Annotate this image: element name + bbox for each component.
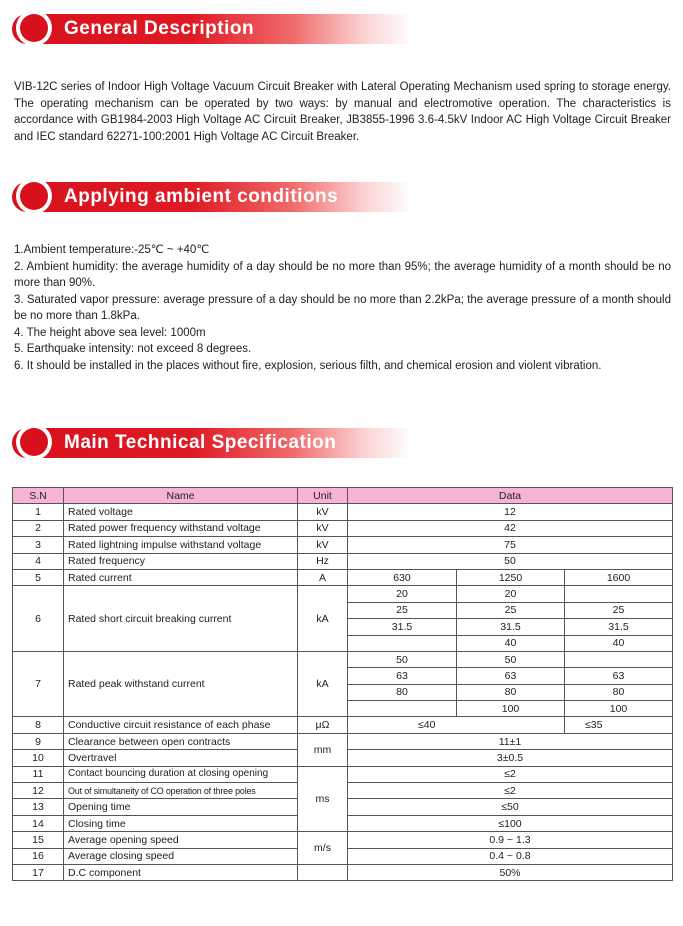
data-cell: 1600 bbox=[565, 569, 673, 585]
general-description-text: VIB-12C series of Indoor High Voltage Vacuum Circuit Breaker with Lateral Operating Mechanism used spring to storage energy. The operating mechanism can be operated by two ways: by manual and electromotive operation. The characteristics is accordance with GB1984-2003 High Voltage AC Circuit Breaker, JB3855-1996 3.6-4.5kV Indoor AC High Voltage Circuit Breaker and IEC standard 62271-100:2001 High Voltage AC Circuit Breaker. bbox=[14, 81, 671, 143]
data-cell: 100 bbox=[565, 701, 673, 717]
data-cell: 31.5 bbox=[565, 619, 673, 635]
spec-table bbox=[12, 487, 673, 881]
data-cell: 63 bbox=[565, 668, 673, 684]
name-cell: Rated lightning impulse withstand voltage bbox=[64, 537, 298, 553]
name-cell: Rated short circuit breaking current bbox=[64, 586, 298, 652]
data-cell: 40 bbox=[565, 635, 673, 651]
data-cell: 12 bbox=[348, 504, 673, 520]
table-row bbox=[13, 766, 673, 782]
sn-cell: 12 bbox=[13, 783, 64, 799]
unit-cell: mm bbox=[298, 733, 348, 766]
sn-cell: 5 bbox=[13, 569, 64, 585]
main-spec-banner bbox=[12, 424, 422, 460]
data-cell: 25 bbox=[457, 602, 565, 618]
sn-cell: 7 bbox=[13, 651, 64, 717]
data-cell: 42 bbox=[348, 520, 673, 536]
data-cell: 0.4 ~ 0.8 bbox=[348, 848, 673, 864]
name-cell: Rated power frequency withstand voltage bbox=[64, 520, 298, 536]
data-cell: ≤35 bbox=[565, 717, 673, 733]
name-cell: Conductive circuit resistance of each phase bbox=[64, 717, 298, 733]
col-header-data: Data bbox=[348, 488, 673, 504]
data-cell: 80 bbox=[457, 684, 565, 700]
data-cell: 11±1 bbox=[348, 733, 673, 749]
data-cell: ≤100 bbox=[348, 815, 673, 831]
unit-cell: μΩ bbox=[298, 717, 348, 733]
name-cell: Average closing speed bbox=[64, 848, 298, 864]
name-cell: Average opening speed bbox=[64, 832, 298, 848]
sn-cell: 2 bbox=[13, 520, 64, 536]
section-title: General Description bbox=[64, 18, 255, 39]
data-cell: 25 bbox=[348, 602, 457, 618]
sn-cell: 9 bbox=[13, 733, 64, 749]
unit-cell bbox=[298, 864, 348, 880]
data-cell bbox=[565, 586, 673, 602]
data-cell: 31.5 bbox=[457, 619, 565, 635]
unit-cell: m/s bbox=[298, 832, 348, 865]
unit-cell: kV bbox=[298, 520, 348, 536]
data-cell: 80 bbox=[348, 684, 457, 700]
banner-circle-icon bbox=[20, 182, 48, 210]
table-row bbox=[13, 504, 673, 520]
sn-cell: 4 bbox=[13, 553, 64, 569]
data-cell bbox=[565, 651, 673, 667]
sn-cell: 1 bbox=[13, 504, 64, 520]
name-cell: D.C component bbox=[64, 864, 298, 880]
name-cell: Overtravel bbox=[64, 750, 298, 766]
sn-cell: 10 bbox=[13, 750, 64, 766]
sn-cell: 16 bbox=[13, 848, 64, 864]
table-row bbox=[13, 717, 673, 733]
unit-cell: kV bbox=[298, 537, 348, 553]
sn-cell: 8 bbox=[13, 717, 64, 733]
data-cell: 63 bbox=[348, 668, 457, 684]
unit-cell: Hz bbox=[298, 553, 348, 569]
table-row bbox=[13, 651, 673, 667]
section-title: Applying ambient conditions bbox=[64, 186, 339, 207]
table-row bbox=[13, 733, 673, 749]
list-item: 6. It should be installed in the places without fire, explosion, serious filth, and chemical erosion and violent vibration. bbox=[14, 359, 602, 372]
data-cell bbox=[348, 635, 457, 651]
data-cell: 40 bbox=[457, 635, 565, 651]
name-cell: Contact bouncing duration at closing opening bbox=[64, 766, 298, 782]
name-cell: Rated current bbox=[64, 569, 298, 585]
name-cell: Rated frequency bbox=[64, 553, 298, 569]
data-cell: 0.9 ~ 1.3 bbox=[348, 832, 673, 848]
unit-cell: kV bbox=[298, 504, 348, 520]
data-cell: 50 bbox=[348, 651, 457, 667]
col-header-sn: S.N bbox=[13, 488, 64, 504]
sn-cell: 15 bbox=[13, 832, 64, 848]
table-row bbox=[13, 553, 673, 569]
data-cell: 75 bbox=[348, 537, 673, 553]
data-cell: 3±0.5 bbox=[348, 750, 673, 766]
data-cell: 50 bbox=[457, 651, 565, 667]
col-header-name: Name bbox=[64, 488, 298, 504]
table-row bbox=[13, 864, 673, 880]
data-cell: 50 bbox=[348, 553, 673, 569]
name-cell: Rated peak withstand current bbox=[64, 651, 298, 717]
name-cell: Out of simultaneity of CO operation of three poles bbox=[64, 783, 298, 799]
data-cell: 100 bbox=[457, 701, 565, 717]
data-cell: 20 bbox=[348, 586, 457, 602]
table-header-row bbox=[13, 488, 673, 504]
sn-cell: 11 bbox=[13, 766, 64, 782]
list-item: 5. Earthquake intensity: not exceed 8 degrees. bbox=[14, 343, 252, 355]
data-cell: 80 bbox=[565, 684, 673, 700]
banner-circle-icon bbox=[20, 428, 48, 456]
sn-cell: 17 bbox=[13, 864, 64, 880]
unit-cell: ms bbox=[298, 766, 348, 832]
name-cell: Opening time bbox=[64, 799, 298, 815]
unit-cell: kA bbox=[298, 586, 348, 652]
data-cell: 25 bbox=[565, 602, 673, 618]
sn-cell: 14 bbox=[13, 815, 64, 831]
sn-cell: 13 bbox=[13, 799, 64, 815]
ambient-conditions-banner bbox=[12, 178, 422, 214]
list-item: 2. Ambient humidity: the average humidity of a day should be no more than 95%; the average humidity of a month should be no more than 90%. bbox=[14, 260, 671, 289]
data-cell: ≤2 bbox=[348, 766, 673, 782]
data-cell: ≤40 bbox=[348, 717, 565, 733]
sn-cell: 6 bbox=[13, 586, 64, 652]
banner-circle-icon bbox=[20, 14, 48, 42]
name-cell: Closing time bbox=[64, 815, 298, 831]
data-cell: 20 bbox=[457, 586, 565, 602]
list-item: 3. Saturated vapor pressure: average pressure of a day should be no more than 2.2kPa; the average pressure of a month should be no more than 1.8kPa. bbox=[14, 293, 671, 322]
data-cell: ≤2 bbox=[348, 783, 673, 799]
data-cell bbox=[348, 701, 457, 717]
table-row bbox=[13, 537, 673, 553]
list-item: 1.Ambient temperature:-25℃ ~ +40℃ bbox=[14, 244, 210, 256]
ambient-conditions-list bbox=[14, 242, 671, 374]
data-cell: 31.5 bbox=[348, 619, 457, 635]
table-row bbox=[13, 569, 673, 585]
list-item: 4. The height above sea level: 1000m bbox=[14, 326, 206, 339]
col-header-unit: Unit bbox=[298, 488, 348, 504]
table-row bbox=[13, 520, 673, 536]
section-title: Main Technical Specification bbox=[64, 432, 337, 453]
data-cell: 1250 bbox=[457, 569, 565, 585]
unit-cell: kA bbox=[298, 651, 348, 717]
name-cell: Clearance between open contracts bbox=[64, 733, 298, 749]
unit-cell: A bbox=[298, 569, 348, 585]
data-cell: ≤50 bbox=[348, 799, 673, 815]
data-cell: 63 bbox=[457, 668, 565, 684]
general-description-banner bbox=[12, 10, 422, 46]
table-row bbox=[13, 586, 673, 602]
table-row bbox=[13, 832, 673, 848]
data-cell: 50% bbox=[348, 864, 673, 880]
data-cell: 630 bbox=[348, 569, 457, 585]
sn-cell: 3 bbox=[13, 537, 64, 553]
name-cell: Rated voltage bbox=[64, 504, 298, 520]
